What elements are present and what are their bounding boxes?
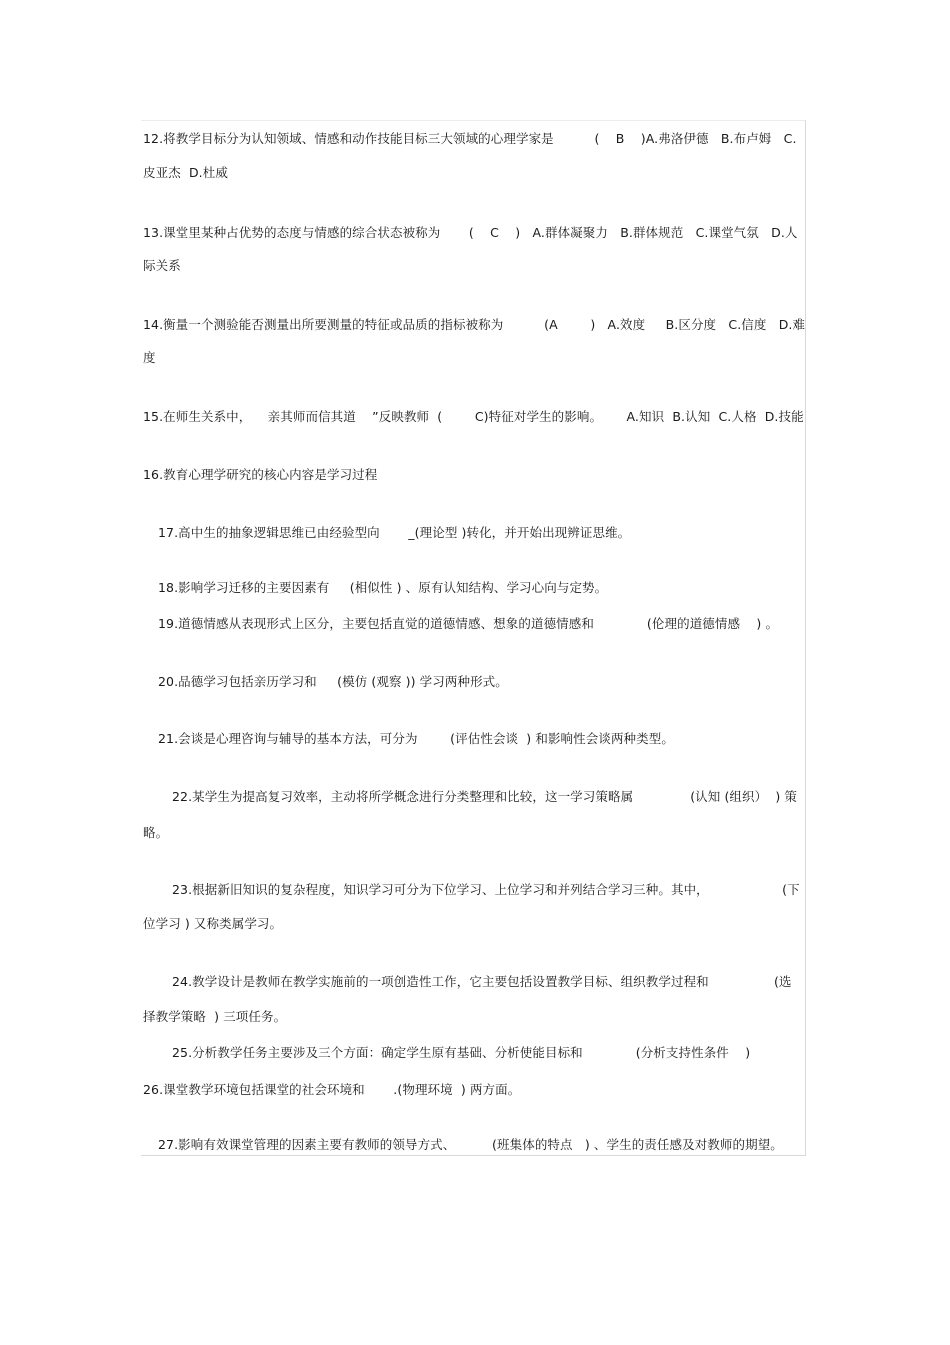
question-25-line-1: 25.分析教学任务主要涉及三个方面：确定学生原有基础、分析使能目标和 (分析支持性条件 ) [172,1045,751,1060]
question-16-line-1: 16.教育心理学研究的核心内容是学习过程 [143,467,378,482]
question-12-line-1: 12.将教学目标分为认知领域、情感和动作技能目标三大领域的心理学家是 ( B )A.弗洛伊德 B.布卢姆 C. [143,131,797,146]
question-20-line-1: 20.品德学习包括亲历学习和 (模仿 (观察 )) 学习两种形式。 [158,674,508,689]
question-22-line-2: 略。 [143,825,169,840]
question-26-line-1: 26.课堂教学环境包括课堂的社会环境和 .(物理环境 ) 两方面。 [143,1082,521,1097]
question-24-line-1: 24.教学设计是教师在教学实施前的一项创造性工作，它主要包括设置教学目标、组织教学过程和 (选 [172,974,792,989]
question-21-line-1: 21.会谈是心理咨询与辅导的基本方法，可分为 (评估性会谈 ) 和影响性会谈两种类型。 [158,731,674,746]
question-22-line-1: 22.某学生为提高复习效率，主动将所学概念进行分类整理和比较，这一学习策略属 (认知 (组织） ) 策 [172,789,798,804]
question-24-line-2: 择教学策略 ) 三项任务。 [143,1009,287,1024]
question-13-line-2: 际关系 [143,258,181,273]
question-13-line-1: 13.课堂里某种占优势的态度与情感的综合状态被称为 ( C ) A.群体凝聚力 B.群体规范 C.课堂气氛 D.人 [143,225,798,240]
question-23-line-2: 位学习 ) 又称类属学习。 [143,916,283,931]
question-12-line-2: 皮亚杰 D.杜威 [143,165,228,180]
question-27-line-1: 27.影响有效课堂管理的因素主要有教师的领导方式、 (班集体的特点 ) 、学生的责任感及对教师的期望。 [158,1137,783,1152]
question-14-line-2: 度 [143,350,156,365]
question-19-line-1: 19.道德情感从表现形式上区分，主要包括直觉的道德情感、想象的道德情感和 (伦理的道德情感 ) 。 [158,616,779,631]
question-15-line-1: 15.在师生关系中， 亲其师而信其道 ”反映教师 ( C)特征对学生的影响。 A.知识 B.认知 C.人格 D.技能 [143,409,804,424]
page-frame [141,120,806,1156]
question-23-line-1: 23.根据新旧知识的复杂程度，知识学习可分为下位学习、上位学习和并列结合学习三种。其中， (下 [172,882,800,897]
question-17-line-1: 17.高中生的抽象逻辑思维已由经验型向 _(理论型 )转化，并开始出现辨证思维。 [158,525,631,540]
question-18-line-1: 18.影响学习迁移的主要因素有 (相似性 ) 、原有认知结构、学习心向与定势。 [158,580,608,595]
question-14-line-1: 14.衡量一个测验能否测量出所要测量的特征或品质的指标被称为 (A ) A.效度 B.区分度 C.信度 D.难 [143,317,806,332]
